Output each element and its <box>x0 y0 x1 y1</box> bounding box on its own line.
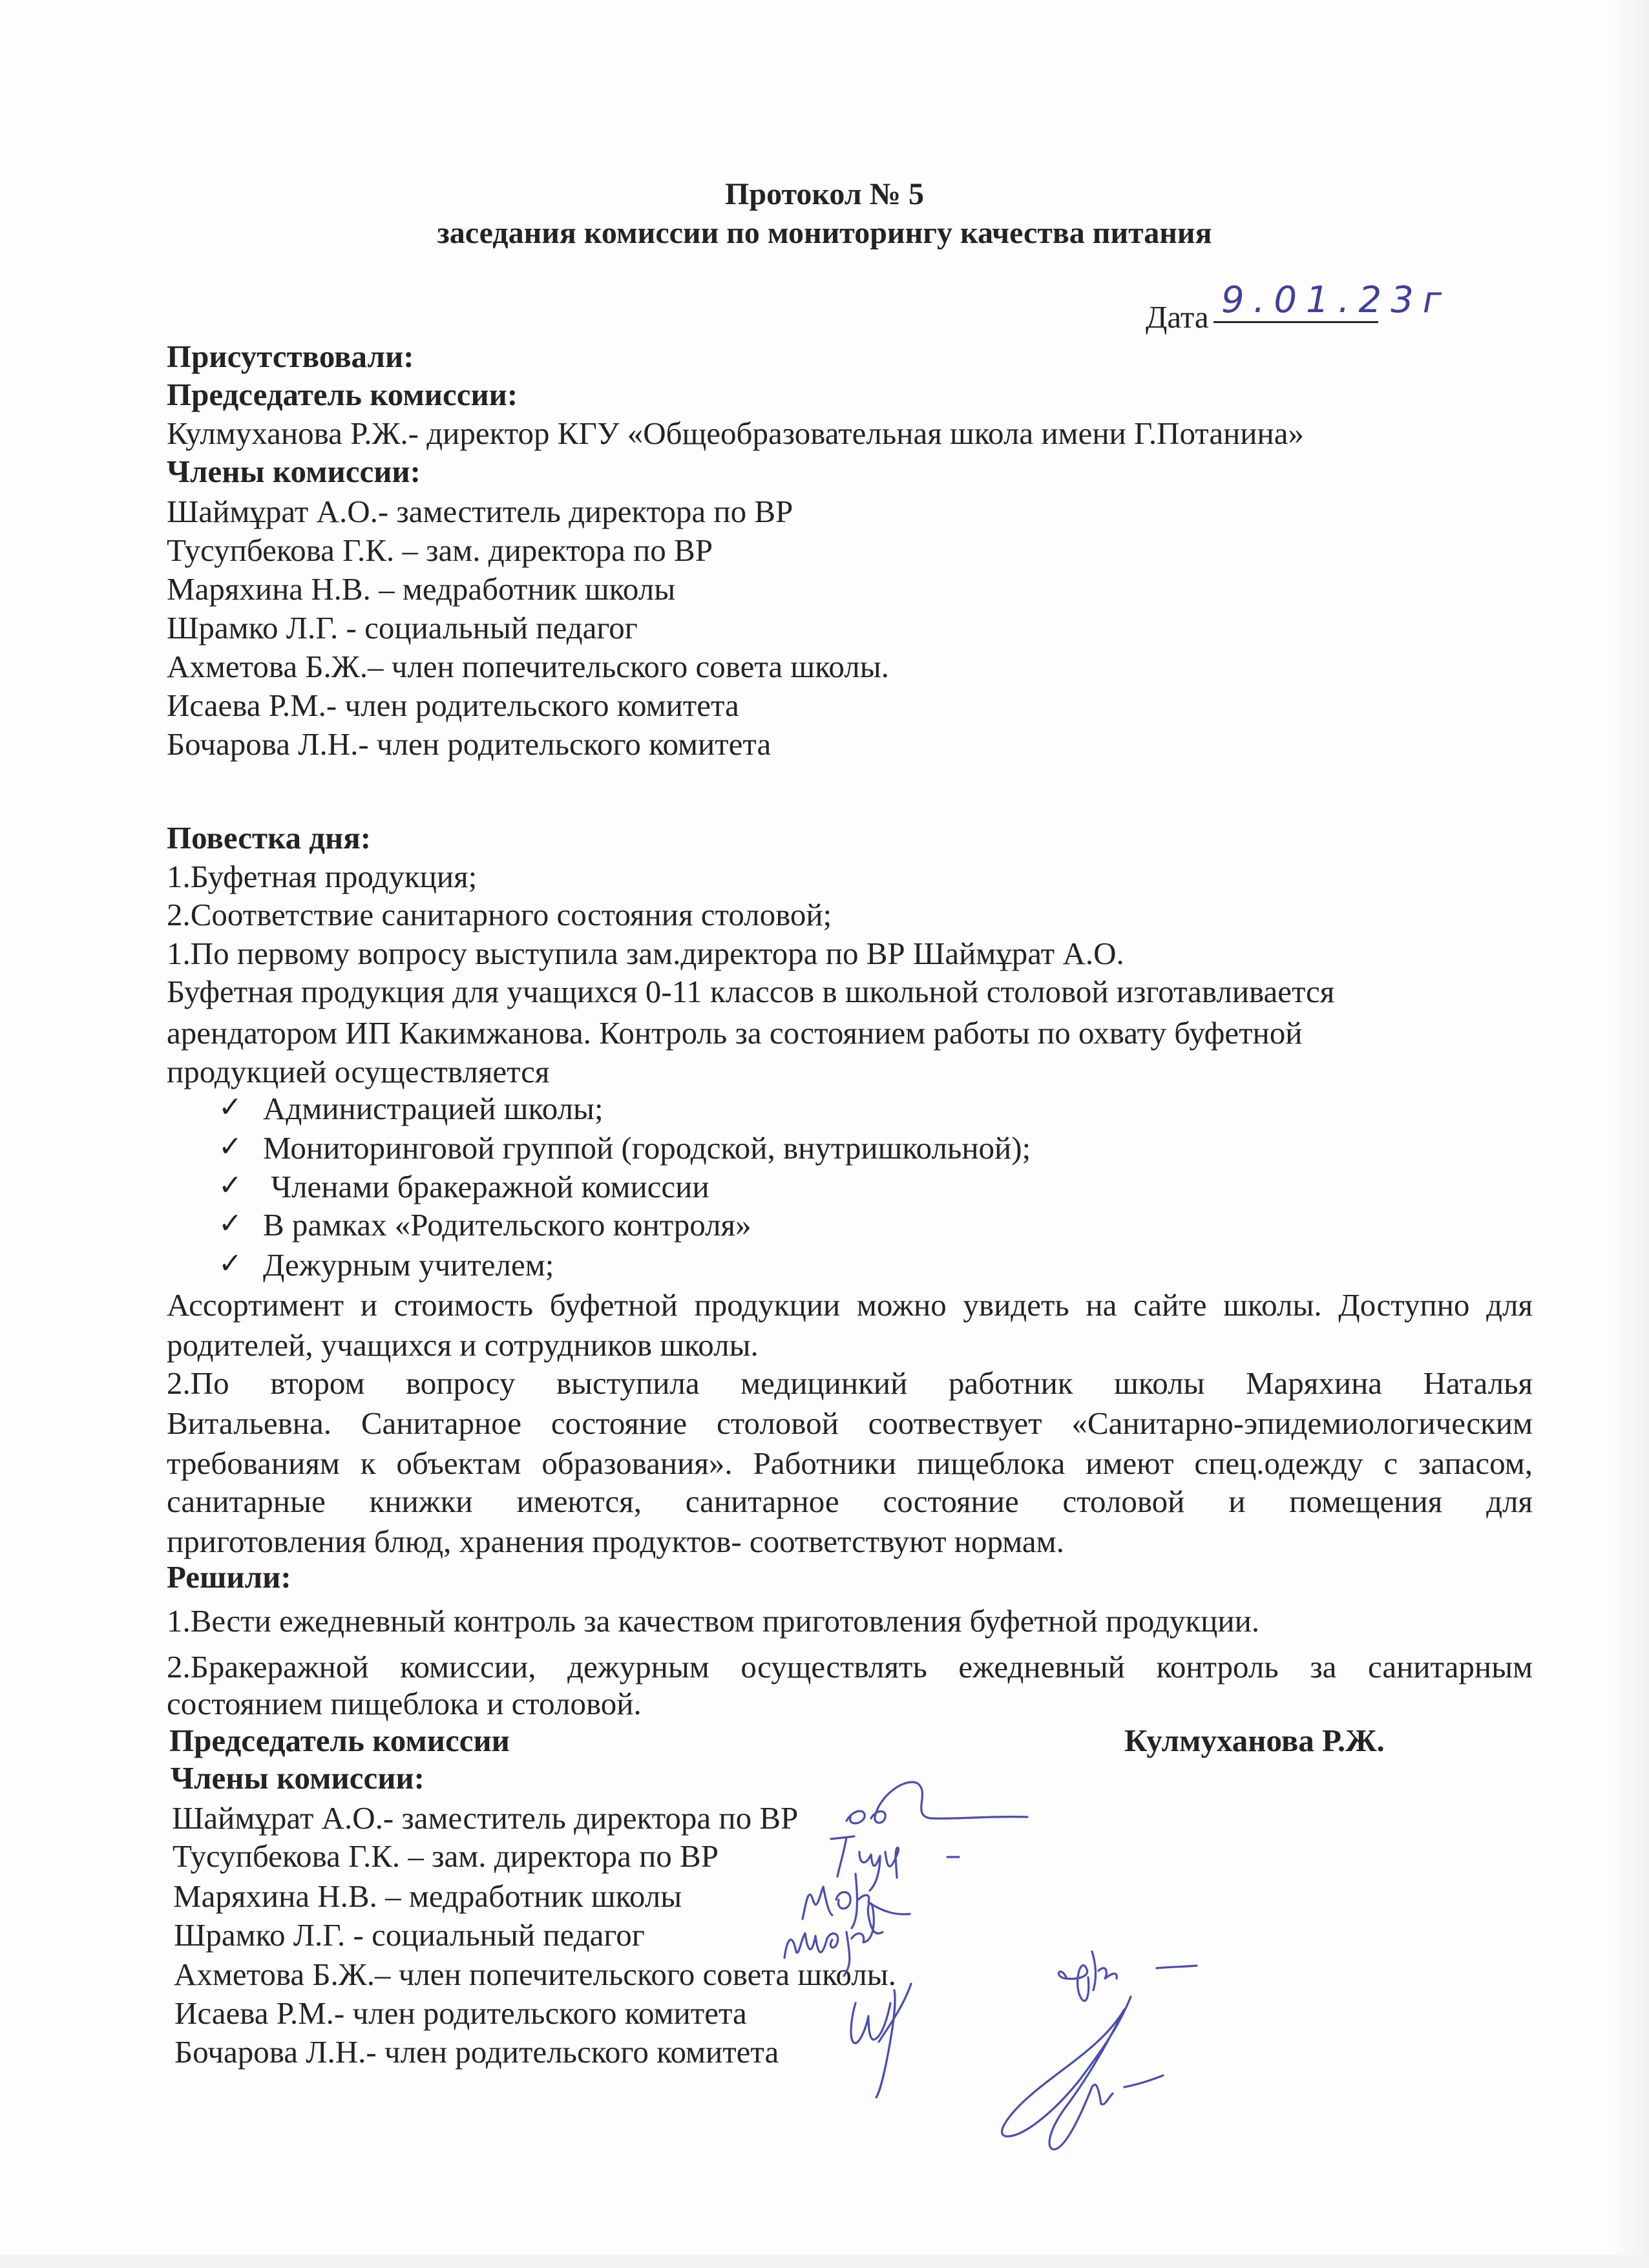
second-line: санитарные книжки имеются, санитарное состояние столовой и помещения для <box>167 1484 1533 1519</box>
member-line: Шрамко Л.Г. - социальный педагог <box>167 610 638 646</box>
second-line: требованиям к объектам образования». Работники пищеблока имеют спец.одежду с запасом, <box>167 1445 1533 1481</box>
first-speaker: 1.По первому вопросу выступила зам.директора по ВР Шаймұрат А.О. <box>167 936 1124 971</box>
decision-item: 1.Вести ежедневный контроль за качеством приготовления буфетной продукции. <box>167 1603 1260 1639</box>
chair-sign-name: Кулмуханова Р.Ж. <box>1124 1723 1385 1758</box>
present-label: Присутствовали: <box>167 339 414 374</box>
assortment-line: Ассортимент и стоимость буфетной продукции можно увидеть на сайте школы. Доступно для <box>167 1287 1533 1323</box>
checkmark-icon: ✓ <box>218 1091 242 1123</box>
assortment-line: родителей, учащихся и сотрудников школы. <box>167 1327 759 1363</box>
decision-item: 2.Бракеражной комиссии, дежурным осуществлять ежедневный контроль за санитарным <box>167 1649 1533 1685</box>
document-title: Протокол № 5 <box>725 177 924 211</box>
checklist-item: В рамках «Родительского контроля» <box>263 1207 751 1243</box>
second-line: Витальевна. Санитарное состояние столовой соотвествует «Санитарно-эпидемиологическим <box>167 1405 1533 1441</box>
scan-border <box>0 2255 1649 2268</box>
member-line: Шаймұрат А.О.- заместитель директора по ВР <box>167 494 793 529</box>
sign-member-line: Шаймұрат А.О.- заместитель директора по ВР <box>172 1800 799 1836</box>
sign-member-line: Бочарова Л.Н.- член родительского комитета <box>174 2034 779 2070</box>
agenda-item: 1.Буфетная продукция; <box>167 859 478 894</box>
decision-label: Решили: <box>167 1559 291 1595</box>
checkmark-icon: ✓ <box>218 1170 242 1201</box>
sign-member-line: Ахметова Б.Ж.– член попечительского совета школы. <box>174 1957 896 1992</box>
checkmark-icon: ✓ <box>218 1248 242 1279</box>
signature-bocharova <box>969 1990 1182 2158</box>
agenda-label: Повестка дня: <box>167 820 372 856</box>
agenda-item: 2.Соответствие санитарного состояния столовой; <box>167 897 832 932</box>
member-line: Бочарова Л.Н.- член родительского комитета <box>167 726 772 762</box>
chair-label: Председатель комиссии: <box>167 377 518 412</box>
second-line: 2.По втором вопросу выступила медицинкий работник школы Маряхина Наталья <box>167 1365 1533 1401</box>
sign-members-label: Члены комиссии: <box>171 1760 425 1796</box>
member-line: Исаева Р.М.- член родительского комитета <box>167 688 739 723</box>
checkmark-icon: ✓ <box>218 1208 242 1239</box>
date-handwritten: 9.01.23г <box>1221 279 1451 321</box>
scan-shadow <box>1610 0 1649 2268</box>
sign-member-line: Маряхина Н.В. – медработник школы <box>173 1878 682 1914</box>
first-text-line: Буфетная продукция для учащихся 0-11 классов в школьной столовой изготавливается <box>167 974 1335 1009</box>
first-text-line: арендатором ИП Какимжанова. Контроль за состоянием работы по охвату буфетной <box>167 1015 1303 1051</box>
first-text-line: продукцией осуществляется <box>167 1054 550 1089</box>
signature-isaeva <box>840 1964 982 2100</box>
sign-member-line: Тусупбекова Г.К. – зам. директора по ВР <box>173 1838 719 1874</box>
chair-line: Кулмуханова Р.Ж.- директор КГУ «Общеобразовательная школа имени Г.Потанина» <box>167 415 1304 451</box>
decision-item: состоянием пищеблока и столовой. <box>167 1686 642 1721</box>
checklist-item: Дежурным учителем; <box>263 1247 554 1283</box>
checkmark-icon: ✓ <box>218 1131 242 1162</box>
checklist-item: Администрацией школы; <box>263 1091 604 1126</box>
sign-member-line: Исаева Р.М.- член родительского комитета <box>174 1995 747 2031</box>
second-line: приготовления блюд, хранения продуктов- соответствуют нормам. <box>167 1524 1064 1559</box>
chair-sign-label: Председатель комиссии <box>169 1723 510 1758</box>
member-line: Ахметова Б.Ж.– член попечительского совета школы. <box>167 649 889 684</box>
member-line: Маряхина Н.В. – медработник школы <box>167 571 676 607</box>
member-line: Тусупбекова Г.К. – зам. директора по ВР <box>167 532 713 568</box>
members-label: Члены комиссии: <box>167 454 421 489</box>
checklist-item: Мониторинговой группой (городской, внутришкольной); <box>263 1130 1031 1166</box>
date-underline <box>1213 321 1378 323</box>
date-label: Дата <box>1146 299 1209 335</box>
checklist-item: Членами бракеражной комиссии <box>263 1169 709 1204</box>
sign-member-line: Шрамко Л.Г. - социальный педагог <box>174 1917 645 1953</box>
document-subtitle: заседания комиссии по мониторингу качества питания <box>437 216 1212 250</box>
